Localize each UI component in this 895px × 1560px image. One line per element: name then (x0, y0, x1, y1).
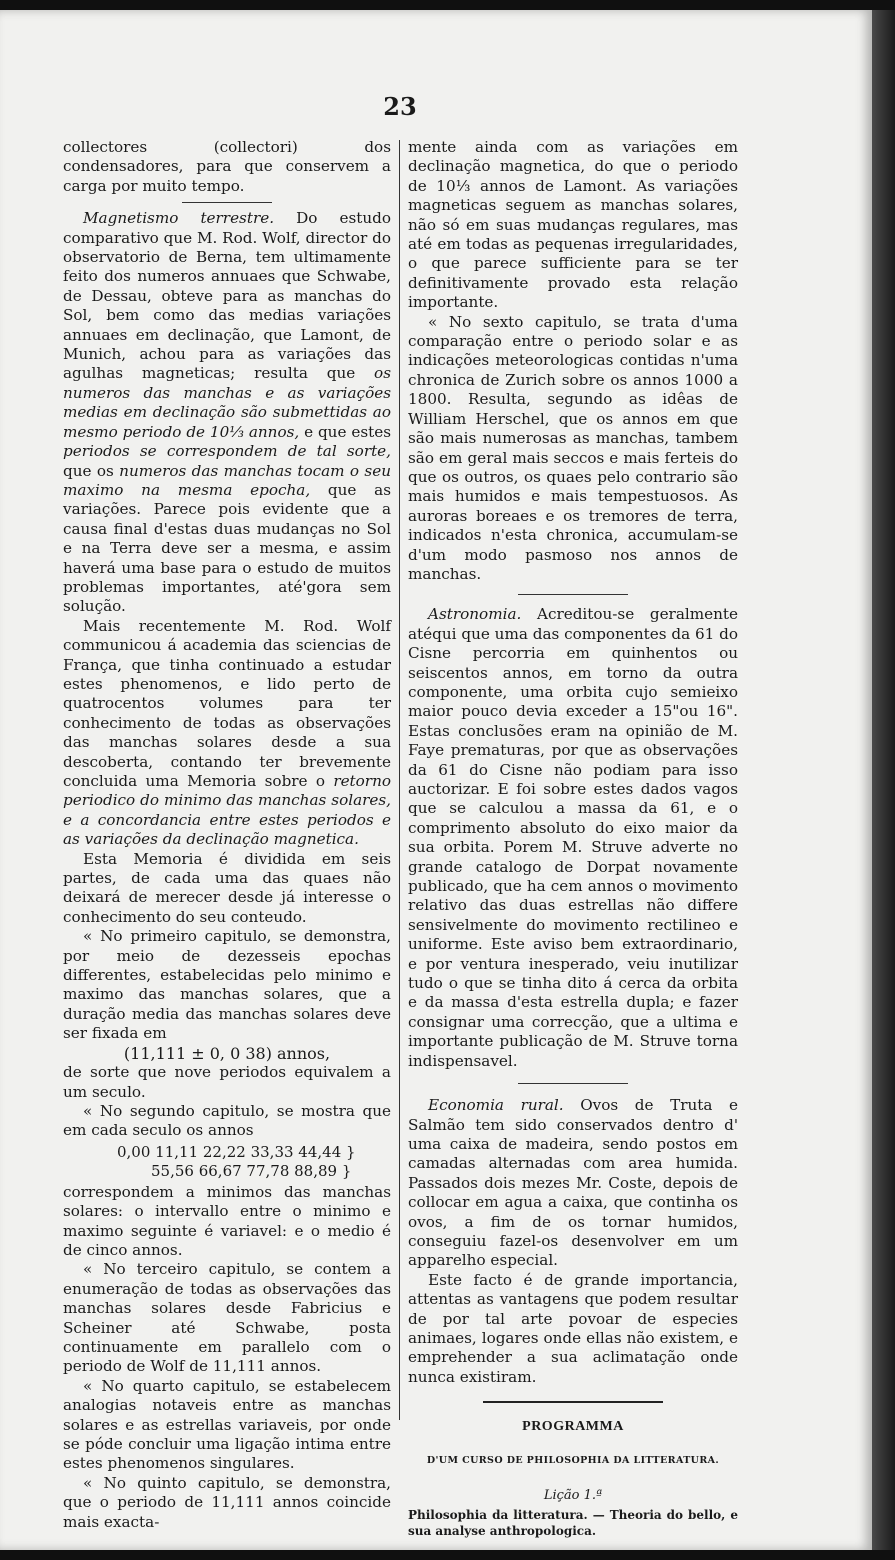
page-number: 23 (383, 92, 417, 121)
paragraph-chapter-five: « No quinto capitulo, se demonstra, que o periodo de 11,111 annos coincide mais exacta- (63, 1473, 391, 1531)
paragraph-chapter-six: « No sexto capitulo, se trata d'uma comparação entre o periodo solar e as indicações meteorologicas contidas n'uma chronica de Zurich sobre os annos 1000 a 1800. Resulta, segundo as idêas de William Herschel, que os annos em que são mais numerosas as manchas, tambem são em geral mais seccos e mais ferteis do que os outros, os quaes pelo contrario são mais humidos e mais tempestuosos. As auroras boreaes e os tremores de terra, indicados n'esta chronica, accumulam-se d'um modo pasmoso nos annos de manchas. (408, 312, 738, 583)
period-formula: (11,111 ± 0, 0 38) annos, (123, 1043, 331, 1063)
paragraph-nine-periods: de sorte que nove periodos equivalem a um seculo. (63, 1063, 391, 1101)
paragraph-memoir-parts: Esta Memoria é dividida em seis partes, de cada uma das quaes não deixará de merecer desde já interesse o conhecimento do seu conteudo. (63, 849, 391, 926)
paragraph-chapter-two: « No segundo capitulo, se mostra que em cada seculo os annos (63, 1101, 391, 1140)
lesson-heading: Lição 1.ª (543, 1488, 603, 1503)
left-column (63, 138, 391, 1532)
programma-divider (483, 1401, 663, 1403)
paragraph-terrestrial-magnetism: Magnetismo terrestre. Do estudo comparativo que M. Rod. Wolf, director do observatorio de Berna, tem ultimamente feito dos numeros annuaes que Schwabe, de Dessau, obteve para as manchas do Sol, bem como das medias variações annuaes em declinação, que Lamont, de Munich, achou para as variações das agulhas magneticas; resulta que os numeros das manchas e as variações medias em declinação são submettidas ao mesmo periodo de 10⅓ annos, e que estes periodos se correspondem de tal sorte, que os numeros das manchas tocam o seu maximo na mesma epocha, que as variações. Parece pois evidente que a causa final d'estas duas mudanças no Sol e na Terra deve ser a mesma, e assim haverá uma base para o estudo de muitos problemas importantes, até'gora sem solução. (63, 209, 392, 616)
paragraph-chapter-three: « No terceiro capitulo, se contem a enumeração de todas as observações das manchas solares desde Fabricius e Scheiner até Schwabe, posta continuamente em parallelo com o periodo de Wolf de 11,111 annos. (63, 1260, 391, 1376)
section-heading-rural-economy: Economia rural. (428, 1096, 564, 1115)
paragraph-continuation: mente ainda com as variações em declinação magnetica, do que o periodo de 10⅓ annos de Lamont. As variações magneticas seguem as manchas solares, não só em suas mudanças regulares, mas até em todas as pequenas irregularidades, o que parece sufficiente para se ter definitivamente provado esta relação importante. (408, 138, 738, 312)
document-page (0, 10, 872, 1550)
programma-subtitle: D'UM CURSO DE PHILOSOPHIA DA LITTERATURA. (426, 1454, 720, 1466)
minima-years: 0,00 11,11 22,22 33,33 44,44 } 55,56 66,67 77,78 88,89 } (117, 1142, 356, 1180)
paragraph-chapter-one: « No primeiro capitulo, se demonstra, por meio de dezesseis epochas differentes, estabelecidas pelo minimo e maximo das manchas solares, que a duração media das manchas solares deve ser fixada em (63, 927, 391, 1043)
section-heading-astronomy: Astronomia. (428, 605, 522, 624)
section-divider (518, 594, 628, 595)
paragraph-wolf-memoir: Mais recentemente M. Rod. Wolf communicou á academia das sciencias de França, que tinha continuado a estudar estes phenomenos, e lido perto de quatrocentos volumes para ter conhecimento de todas as observações das manchas solares desde a sua descoberta, contando ter brevemente concluida uma Memoria sobre o retorno periodico do minimo das manchas solares, e a concordancia entre estes periodos e as variações da declinação magnetica. (63, 616, 391, 849)
lesson-description: Philosophia da litteratura. — Theoria do bello, e sua analyse anthropologica. (408, 1508, 738, 1539)
column-divider (399, 140, 400, 1420)
paragraph-minima: correspondem a minimos das manchas solares: o intervallo entre o minimo e maximo seguinte é variavel: e o medio é de cinco annos. (63, 1182, 391, 1259)
section-divider (518, 1083, 628, 1084)
paragraph-rural-economy: Economia rural. Ovos de Truta e Salmão tem sido conservados dentro d' uma caixa de madeira, sendo postos em camadas alternadas com area humida. Passados dois mezes Mr. Coste, depois de collocar em agua a caixa, que continha os ovos, a fim de os tornar humidos, conseguiu fazel-os desenvolver em um apparelho especial. (408, 1096, 739, 1270)
paragraph-condensers: collectores (collectori) dos condensadores, para que conservem a carga por muito tempo. (63, 138, 391, 195)
programma-title: PROGRAMMA (522, 1419, 624, 1435)
paragraph-chapter-four: « No quarto capitulo, se estabelecem analogias notaveis entre as manchas solares e as estrellas variaveis, por onde se póde concluir uma ligação intima entre estes phenomenos singulares. (63, 1376, 391, 1473)
page-edge (872, 10, 895, 1550)
section-divider (182, 202, 272, 203)
paragraph-astronomy: Astronomia. Acreditou-se geralmente atéqui que uma das componentes da 61 do Cisne percorria em quinhentos ou seiscentos annos, em torno da outra componente, uma orbita cujo semieixo maior pouco devia exceder a 15"ou 16". Estas conclusões eram na opinião de M. Faye prematuras, por que as observações da 61 do Cisne não podiam para isso auctorizar. E foi sobre estes dados vagos que se calculou a massa da 61, e o comprimento absoluto do eixo maior da sua orbita. Porem M. Struve adverte no grande catalogo de Dorpat novamente publicado, que ha cem annos o movimento relativo das duas estrellas não differe sensivelmente do movimento rectilineo e uniforme. Este aviso bem extraordinario, e por ventura inesperado, veiu inutilizar tudo o que se tinha dito á cerca da orbita e da massa d'esta estrella dupla; e fazer consignar uma correcção, que a ultima e importante publicação de M. Struve torna indispensavel. (408, 605, 738, 1070)
paragraph-importance: Este facto é de grande importancia, attentas as vantagens que podem resultar de por tal arte povoar de especies animaes, logares onde ellas não existem, e emprehender a sua aclimatação onde nunca existiram. (408, 1270, 738, 1386)
right-column (408, 138, 738, 1539)
section-heading-magnetism: Magnetismo terrestre. (83, 209, 275, 228)
